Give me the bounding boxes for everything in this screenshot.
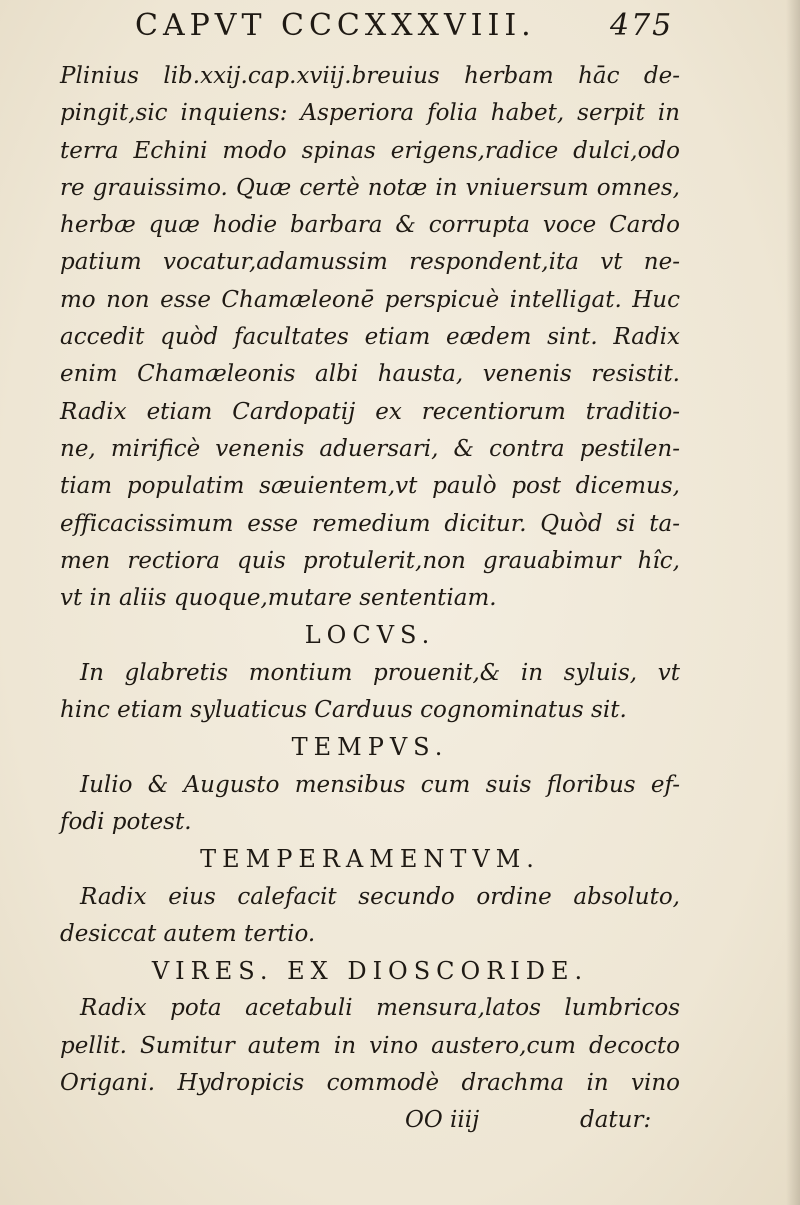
text-line: Radix pota acetabuli mensura,latos lumbricos (80, 995, 680, 1022)
page-edge-shadow (786, 0, 800, 1205)
page-number: 475 (610, 8, 674, 43)
text-line: ne, mirificè venenis aduersari, & contra pestilen- (60, 435, 680, 462)
text-line: enim Chamæleonis albi hausta, venenis resistit. (60, 361, 680, 388)
text-line: accedit quòd facultates etiam eædem sint. Radix (60, 324, 680, 351)
text-line: efficacissimum esse remedium dicitur. Quòd si ta- (60, 510, 680, 537)
text-line: fodi potest. (60, 808, 192, 835)
section-heading-temperamentum: TEMPERAMENTVM. (200, 845, 540, 874)
page-footer (60, 1102, 680, 1139)
running-head: CAPVT CCCXXXVIII. (135, 8, 536, 43)
section-heading-vires: VIRES. EX DIOSCORIDE. (151, 957, 589, 986)
text-line: pingit,sic inquiens: Asperiora folia habet, serpit in (60, 100, 680, 127)
text-line: herbæ quæ hodie barbara & corrupta voce Cardo (60, 212, 680, 239)
text-line: In glabretis montium prouenit,& in syluis, vt (80, 659, 680, 686)
section-heading-locus: LOCVS. (304, 621, 436, 650)
text-line: pellit. Sumitur autem in vino austero,cum decocto (60, 1032, 680, 1059)
signature-mark: OO iiij (405, 1107, 480, 1134)
catchword: datur: (580, 1107, 652, 1134)
text-line: men rectiora quis protulerit,non grauabimur hîc, (60, 547, 680, 574)
page-body (60, 58, 680, 1140)
text-line: re grauissimo. Quæ certè notæ in vniuersum omnes, (60, 174, 680, 201)
section-heading-tempus: TEMPVS. (291, 733, 449, 762)
page-header (0, 8, 800, 50)
text-line: Radix etiam Cardopatij ex recentiorum traditio- (60, 398, 680, 425)
text-line: tiam populatim sæuientem,vt paulò post dicemus, (60, 473, 680, 500)
text-line: hinc etiam syluaticus Carduus cognominatus sit. (60, 697, 627, 724)
text-line: Origani. Hydropicis commodè drachma in vino (60, 1070, 680, 1097)
text-line: patium vocatur,adamussim respondent,ita vt ne- (60, 249, 680, 276)
text-line: Radix eius calefacit secundo ordine absoluto, (80, 883, 680, 910)
text-line: terra Echini modo spinas erigens,radice dulci,odo (60, 137, 680, 164)
text-line: vt in aliis quoque,mutare sententiam. (60, 585, 497, 612)
text-line: mo non esse Chamæleonē perspicuè intelligat. Huc (60, 286, 680, 313)
text-line: Iulio & Augusto mensibus cum suis floribus ef- (80, 771, 680, 798)
text-line: Plinius lib.xxij.cap.xviij.breuius herbam hāc de- (60, 63, 680, 89)
text-line: desiccat autem tertio. (60, 920, 316, 947)
